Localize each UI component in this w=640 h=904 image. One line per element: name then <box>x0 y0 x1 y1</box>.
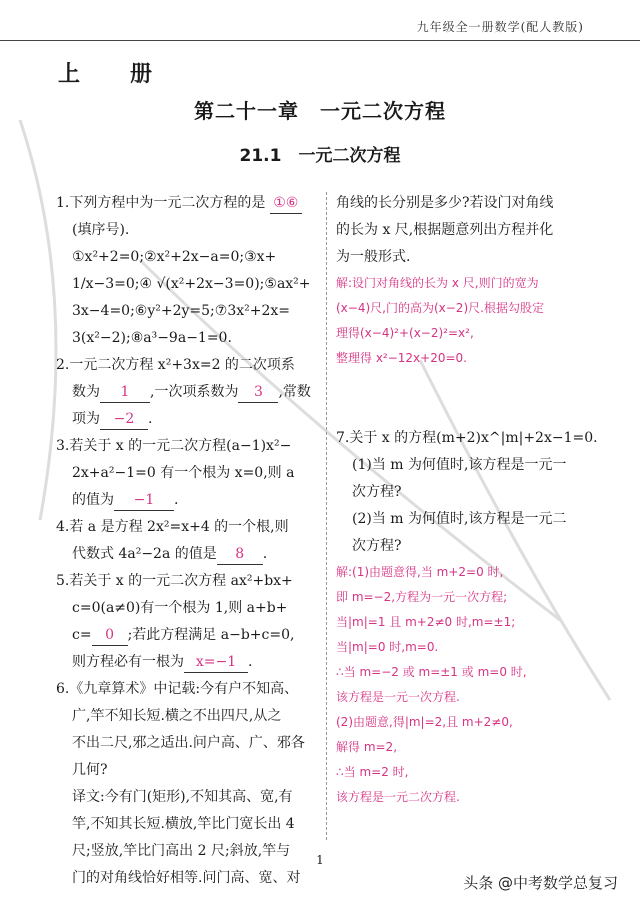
question-line <box>56 703 318 730</box>
solution-line: 该方程是一元一次方程. <box>336 690 460 704</box>
source-credit: 头条 @中考数学总复习 <box>463 874 618 892</box>
question-text: 1/x−3=0;④ √(x²+2x−3=0);⑤ax²+ <box>72 276 311 292</box>
question-text: . <box>262 546 268 562</box>
question-text: 尺;竖放,竿比门高出 2 尺;斜放,竿与 <box>72 843 291 859</box>
question-text: . <box>174 492 179 508</box>
question-line <box>336 217 592 244</box>
question-text: 几何? <box>72 762 108 778</box>
page-number: 1 <box>316 853 324 867</box>
question-text: 3(x²−2);⑧a³−9a−1=0. <box>72 330 232 346</box>
question-line <box>56 460 318 487</box>
question-text: 1.下列方程中为一元二次方程的是 <box>56 195 270 211</box>
spacer <box>336 371 592 398</box>
question-text: 的长为 x 尺,根据题意列出方程并化 <box>336 222 554 238</box>
answer-blank: 1 <box>100 382 150 403</box>
question-text: 3x−4=0;⑥y²+2y=5;⑦3x²+2x= <box>72 303 290 319</box>
question-line <box>56 541 318 568</box>
question-line <box>56 514 318 541</box>
column-divider <box>326 192 327 840</box>
answer-blank: 3 <box>238 382 278 403</box>
answer-blank: ①⑥ <box>270 193 302 214</box>
question-line <box>56 622 318 649</box>
spacer <box>336 398 592 425</box>
question-line <box>56 865 318 892</box>
question-text: c=0(a≠0)有一个根为 1,则 a+b+ <box>72 600 288 616</box>
question-text: 角线的长分别是多少?若设门对角线 <box>336 195 554 211</box>
question-text: 竿,不知其长短.横放,竿比门宽长出 4 <box>72 816 295 832</box>
question-line <box>56 811 318 838</box>
question-text: 4.若 a 是方程 2x²=x+4 的一个根,则 <box>56 519 289 535</box>
right-column <box>336 190 598 810</box>
question-text: 2.一元二次方程 x²+3x=2 的二次项系 <box>56 357 295 373</box>
question-text: 7.关于 x 的方程(m+2)x^|m|+2x−1=0. <box>336 430 598 446</box>
question-line <box>56 595 318 622</box>
question-line <box>56 244 318 271</box>
solution-line: 理得(x−4)²+(x−2)²=x², <box>336 326 474 340</box>
question-text: 3.若关于 x 的一元二次方程(a−1)x²− <box>56 438 292 454</box>
question-line <box>56 271 318 298</box>
question-text: 的值为 <box>72 492 114 508</box>
question-text: (1)当 m 为何值时,该方程是一元一 <box>352 457 567 473</box>
question-line <box>56 730 318 757</box>
solution-line: 解:(1)由题意得,当 m+2=0 时, <box>336 565 504 579</box>
page-header <box>0 0 640 44</box>
question-text: 次方程? <box>352 484 402 500</box>
volume-label: 上 册 <box>58 62 167 87</box>
question-line <box>56 649 318 676</box>
question-text: 则方程必有一根为 <box>72 654 184 670</box>
question-text: 为一般形式. <box>336 249 411 265</box>
question-text: 次方程? <box>352 538 402 554</box>
solution-line: (x−4)尺,门的高为(x−2)尺.根据勾股定 <box>336 301 544 315</box>
question-line <box>336 506 592 533</box>
question-line <box>336 425 598 452</box>
answer-blank: x=−1 <box>184 652 248 673</box>
question-line <box>56 757 318 784</box>
question-line <box>56 190 318 217</box>
question-line <box>56 487 318 514</box>
question-text: 6.《九章算术》中记载:今有户不知高、 <box>56 681 299 697</box>
question-text: 广,竿不知长短.横之不出四尺,从之 <box>72 708 282 724</box>
question-text: 项为 <box>72 411 100 427</box>
solution-line: 即 m=−2,方程为一元一次方程; <box>336 590 508 604</box>
question-text: 不出二尺,邪之适出.问户高、广、邪各 <box>72 735 305 751</box>
question-line <box>56 568 318 595</box>
question-text: 2x+a²−1=0 有一个根为 x=0,则 a <box>72 465 295 481</box>
solution-line: (2)由题意,得|m|=2,且 m+2≠0, <box>336 715 513 729</box>
solution-line: 解:设门对角线的长为 x 尺,则门的宽为 <box>336 276 539 290</box>
question-text: ,常数 <box>278 384 311 400</box>
question-text: 数为 <box>72 384 100 400</box>
question-line <box>56 325 318 352</box>
question-text: ①x²+2=0;②x²+2x−a=0;③x+ <box>72 249 277 265</box>
question-line <box>56 352 318 379</box>
question-text: 代数式 4a²−2a 的值是 <box>72 546 217 562</box>
question-text: (填序号). <box>72 222 130 238</box>
answer-blank: −1 <box>114 490 174 511</box>
solution-line: 整理得 x²−12x+20=0. <box>336 351 467 365</box>
answer-blank: 0 <box>92 625 128 646</box>
answer-blank: −2 <box>100 409 148 430</box>
watermark-stroke <box>20 120 56 520</box>
left-column <box>56 190 318 892</box>
question-line <box>56 433 318 460</box>
header-divider <box>0 40 640 41</box>
solution-line: 该方程是一元二次方程. <box>336 790 460 804</box>
question-line <box>56 784 318 811</box>
solution-line: ∴当 m=−2 或 m=±1 或 m=0 时, <box>336 665 527 679</box>
solution-line: ∴当 m=2 时, <box>336 765 409 779</box>
question-line <box>336 533 592 560</box>
question-line <box>56 298 318 325</box>
question-text: ,一次项系数为 <box>150 384 239 400</box>
question-text: 5.若关于 x 的一元二次方程 ax²+bx+ <box>56 573 293 589</box>
question-line <box>56 406 318 433</box>
question-line <box>336 452 592 479</box>
answer-blank: 8 <box>217 544 263 565</box>
solution-line: 当|m|=0 时,m=0. <box>336 640 439 654</box>
question-text: . <box>248 654 253 670</box>
question-line <box>56 379 318 406</box>
question-text: . <box>148 411 153 427</box>
solution-line: 当|m|=1 且 m+2≠0 时,m=±1; <box>336 615 516 629</box>
book-title: 九年级全一册数学(配人教版) <box>416 20 584 34</box>
question-line <box>56 676 318 703</box>
chapter-title: 第二十一章 一元二次方程 <box>194 99 446 123</box>
question-text: 门的对角线恰好相等.问门高、宽、对 <box>72 870 301 886</box>
question-text: c= <box>72 627 92 643</box>
question-text: ;若此方程满足 a−b+c=0, <box>127 627 295 643</box>
question-line <box>336 244 592 271</box>
question-line <box>336 479 592 506</box>
question-text: (2)当 m 为何值时,该方程是一元二 <box>352 511 567 527</box>
question-line <box>56 217 318 244</box>
section-title: 21.1 一元二次方程 <box>239 146 401 166</box>
question-text: 译文:今有门(矩形),不知其高、宽,有 <box>72 789 293 805</box>
question-line <box>336 190 592 217</box>
solution-line: 解得 m=2, <box>336 740 398 754</box>
